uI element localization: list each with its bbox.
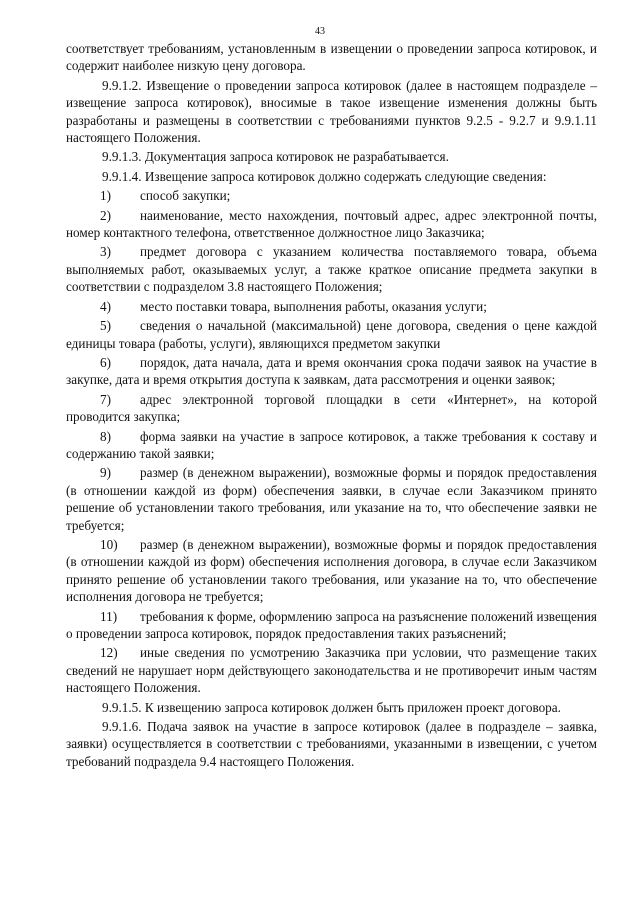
list-number: 6) xyxy=(100,354,111,370)
clause-text: Извещение о проведении запроса котировок (далее в настоящем подразделе – извещение запроса котировок), вносимые в такое извещение изменения должны быть разработаны и размещены в соответствии с требованиями пунктов 9.2.5 - 9.2.7 и 9.9.1.11 настоящего Положения. xyxy=(66,77,598,146)
list-text: порядок, дата начала, дата и время окончания срока подачи заявок на участие в закупке, дата и время открытия доступа к заявкам, дата рассмотрения и оценки заявок; xyxy=(66,354,597,388)
list-text: размер (в денежном выражении), возможные формы и порядок предоставления (в отношении каждой из форм) обеспечения исполнения договора, в случае если Заказчиком принято решение об установлении такого требования, или указание на то, что обеспечение исполнения договора не требуется; xyxy=(66,536,597,605)
list-text: способ закупки; xyxy=(140,188,231,204)
list-item-9 xyxy=(66,464,597,534)
clause-9-9-1-6 xyxy=(66,718,597,770)
list-text: место поставки товара, выполнения работы, оказания услуги; xyxy=(140,298,487,314)
list-number: 1) xyxy=(100,188,111,204)
list-item-1 xyxy=(66,187,597,204)
list-number: 5) xyxy=(100,318,111,334)
list-item-12 xyxy=(66,644,597,696)
list-item-8 xyxy=(66,428,597,463)
list-text: требования к форме, оформлению запроса на разъяснение положений извещения о проведении запроса котировок, порядок предоставления таких разъяснений; xyxy=(66,608,597,641)
page-number: 43 xyxy=(315,26,325,37)
list-item-2 xyxy=(66,207,597,242)
list-number: 4) xyxy=(100,298,111,314)
clause-number: 9.9.1.5. xyxy=(102,699,142,715)
list-number: 7) xyxy=(100,391,111,407)
clause-number: 9.9.1.6. xyxy=(102,719,142,735)
clause-9-9-1-4 xyxy=(66,168,597,185)
list-item-5 xyxy=(66,317,597,352)
list-item-10 xyxy=(66,536,597,606)
document-body xyxy=(66,40,597,772)
list-number: 11) xyxy=(100,608,118,624)
list-text: адрес электронной торговой площадки в сети «Интернет», на которой проводится закупка; xyxy=(66,391,597,425)
list-text: сведения о начальной (максимальной) цене договора, сведения о цене каждой единицы товара (работы, услуги), являющихся предметом закупки xyxy=(66,318,597,351)
list-text: предмет договора с указанием количества поставляемого товара, объема выполняемых работ, оказываемых услуг, а также краткое описание предмета закупки в соответствии с подразделом 3.8 настоящего Положения; xyxy=(66,244,597,295)
clause-text: Документация запроса котировок не разрабатывается. xyxy=(144,149,449,165)
list-text: иные сведения по усмотрению Заказчика при условии, что размещение таких сведений не нарушает норм действующего законодательства и не противоречит иным частям настоящего Положения. xyxy=(66,645,597,696)
list-number: 10) xyxy=(100,536,118,552)
list-number: 3) xyxy=(100,244,111,260)
list-number: 9) xyxy=(100,465,111,481)
list-number: 2) xyxy=(100,207,111,223)
list-item-3 xyxy=(66,243,597,295)
list-item-11 xyxy=(66,608,597,643)
list-item-4 xyxy=(66,298,597,315)
list-item-7 xyxy=(66,391,597,426)
list-text: наименование, место нахождения, почтовый адрес, адрес электронной почты, номер контактного телефона, ответственное должностное лицо Заказчика; xyxy=(66,207,597,241)
clause-text: Подача заявок на участие в запросе котировок (далее в подразделе – заявка, заявки) осуществляется в соответствии с требованиями, указанными в извещении, с учетом требований подраздела 9.4 настоящего Положения. xyxy=(66,719,598,769)
list-text: размер (в денежном выражении), возможные формы и порядок предоставления (в отношении каждой из форм) обеспечения заявки, в случае если Заказчиком принято решение об установлении такого требования, или указание на то, что обеспечение заявки не требуется; xyxy=(66,465,597,533)
clause-9-9-1-2 xyxy=(66,77,597,147)
paragraph-continuation: соответствует требованиям, установленным в извещении о проведении запроса котировок, и содержит наиболее низкую цену договора. xyxy=(66,41,597,74)
list-item-6 xyxy=(66,354,597,389)
clause-9-9-1-5 xyxy=(66,699,597,716)
list-number: 8) xyxy=(100,428,111,444)
clause-text: К извещению запроса котировок должен быть приложен проект договора. xyxy=(144,699,561,715)
clause-number: 9.9.1.2. xyxy=(102,77,142,93)
clause-number: 9.9.1.4. xyxy=(102,168,142,184)
clause-9-9-1-3 xyxy=(66,148,597,165)
clause-text: Извещение запроса котировок должно содержать следующие сведения: xyxy=(144,168,547,184)
clause-number: 9.9.1.3. xyxy=(102,149,142,165)
list-number: 12) xyxy=(100,645,118,661)
list-text: форма заявки на участие в запросе котировок, а также требования к составу и содержанию такой заявки; xyxy=(66,428,597,461)
